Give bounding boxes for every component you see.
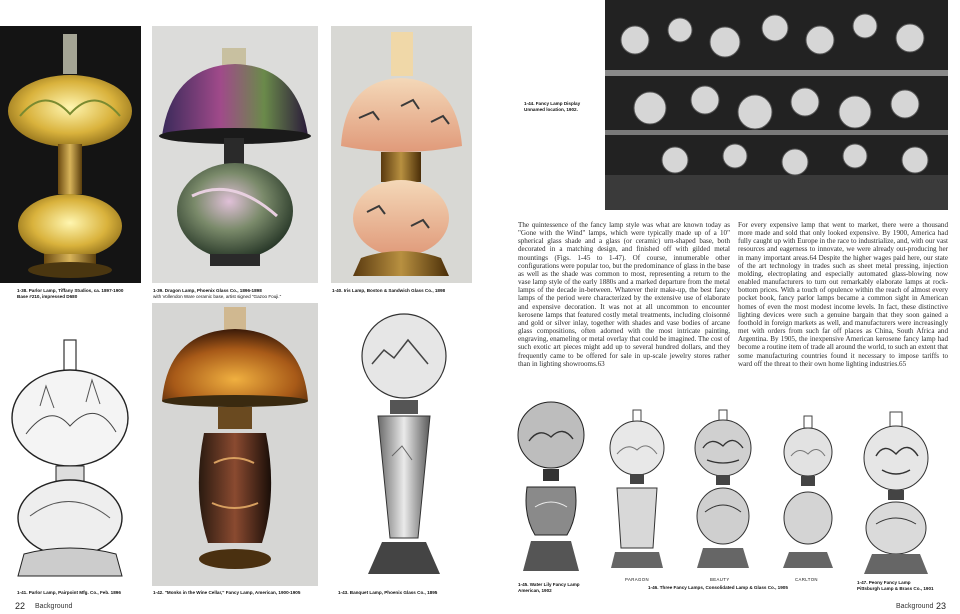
photo-iris-lamp <box>331 26 472 283</box>
caption-fig-1-43: 1-43. Banquet Lamp, Phoenix Glass Co., 1895 <box>338 590 438 595</box>
caption-fig-1-39: 1-39. Dragon Lamp, Phoenix Glass Co., 1896-1898 with Vollendon Ware ceramic base, artist signed "Gazoo Fouji." <box>153 288 282 299</box>
caption-fig-1-38: 1-38. Parlor Lamp, Tiffany Studios, ca. 1897-1900 Base #210, impressed D680 <box>17 288 124 299</box>
folio-page-number-right: 23 <box>936 601 947 611</box>
beauty-lamp-drawing <box>695 410 751 568</box>
body-text-column-left: The quintessence of the fancy lamp style was what are known today as "Gone with the Wind" lamps, which were typically made up of a 10" spherical glass shade and a glass (or ceramic) urn-shaped base, both decorated in a matching design, and finished off with gilded metal mountings (Figs. 1-45 to 1-47). Of course, innumerable other configurations were popular too, but the predominance of glass in the base as well as the shade was common to most, representing a return to the vase lamp style of the early 1880s and a marked departure from the metal lamps of the decade in-between. Whatever their make-up, the best fancy lamps of the period were characterized by the extensive use of elaborate and expensive decoration. It was not at all uncommon to encounter kerosene lamps that featured costly metal treatments, including cloisonné and gold or silver inlay, together with shades and vase bodies of arcane glass compositions, often adorned with the most intricate painting, engraving, enameling or metal overlay that could be imagined. The cost of such exotic art pieces might add up to several hundred dollars, and they frequently came to be offered for sale in up-scale jewelry stores rather than in lighting showrooms.63 <box>518 221 730 368</box>
lamp-name-carlton: CARLTON <box>795 577 818 582</box>
lamp-display-illustration <box>605 0 948 210</box>
three-lamps-illustration <box>603 408 849 576</box>
caption-fig-1-42: 1-42. "Monks in the Wine Cellar," Fancy Lamp, American, 1900-1905 <box>153 590 301 595</box>
photo-peony-lamp <box>852 410 940 578</box>
photo-three-fancy-lamps <box>603 408 849 576</box>
caption-fig-1-41: 1-41. Parlor Lamp, Pairpoint Mfg. Co., Feb. 1896 <box>17 590 121 595</box>
photo-tiffany-parlor-lamp <box>0 26 141 283</box>
photo-fancy-lamp-display <box>605 0 948 210</box>
peony-lamp-illustration <box>852 410 940 578</box>
folio-section-left: Background <box>35 603 73 610</box>
monks-lamp-illustration <box>152 303 318 586</box>
paragon-lamp-drawing <box>610 410 664 568</box>
water-lily-lamp-illustration <box>515 395 587 580</box>
banquet-lamp-illustration <box>338 306 472 586</box>
folio-page-number-left: 22 <box>15 601 26 611</box>
iris-lamp-illustration <box>331 26 472 283</box>
folio-section-right: Background <box>896 603 934 610</box>
caption-fig-1-47: 1-47. Peony Fancy Lamp Pittsburgh Lamp & Brass Co., 1901 <box>857 580 934 591</box>
dragon-lamp-illustration <box>152 26 318 283</box>
caption-fig-1-46: 1-46. Three Fancy Lamps, Consolidated Lamp & Glass Co., 1905 <box>648 585 788 590</box>
caption-fig-1-44: 1-44. Fancy Lamp Display Unnamed location, 1902. <box>524 101 581 112</box>
pairpoint-lamp-engraving <box>0 306 141 586</box>
body-text-column-right: For every expensive lamp that went to market, there were a thousand more made and sold that only looked expensive. By 1900, America had fully caught up with Europe in the race to industrialize, and, with our vast resources and eagerness to innovate, we were already out-producing her in many important areas.64 Despite the higher wages paid here, our state of the art technology in trades such as sheet metal pressing, injection molding, electroplating and especially automated glass-blowing now enabled manufacturers to turn out remarkably elaborate lamps at rock-bottom prices. With a touch of opulence within the reach of almost every pocket book, fancy parlor lamps became a common sight in American homes of even the most modest income levels. In fact, these distinctive lighting devices were such a genuine bargain that they soon gained a foothold in foreign markets as well, and manufacturers were increasingly met with orders from such far off places as China, South Africa and Argentina. By 1905, the inexpensive American kerosene fancy lamp had become a routine item of trade all around the world, to such an extent that some manufacturing countries found it necessary to impose tariffs to ward off the threat to their own home lighting industries.65 <box>738 221 948 368</box>
tiffany-lamp-illustration <box>0 26 141 283</box>
caption-fig-1-45: 1-45. Water Lily Fancy Lamp American, 1902 <box>518 582 580 593</box>
caption-fig-1-40: 1-40. Iris Lamp, Boston & Sandwich Glass Co., 1898 <box>332 288 446 293</box>
photo-water-lily-lamp <box>515 395 587 580</box>
photo-dragon-lamp <box>152 26 318 283</box>
lamp-name-beauty: BEAUTY <box>710 577 730 582</box>
photo-pairpoint-parlor-lamp <box>0 306 141 586</box>
lamp-name-paragon: PARAGON <box>625 577 649 582</box>
photo-banquet-lamp <box>338 306 472 586</box>
carlton-lamp-drawing <box>783 416 833 568</box>
photo-monks-lamp <box>152 303 318 586</box>
